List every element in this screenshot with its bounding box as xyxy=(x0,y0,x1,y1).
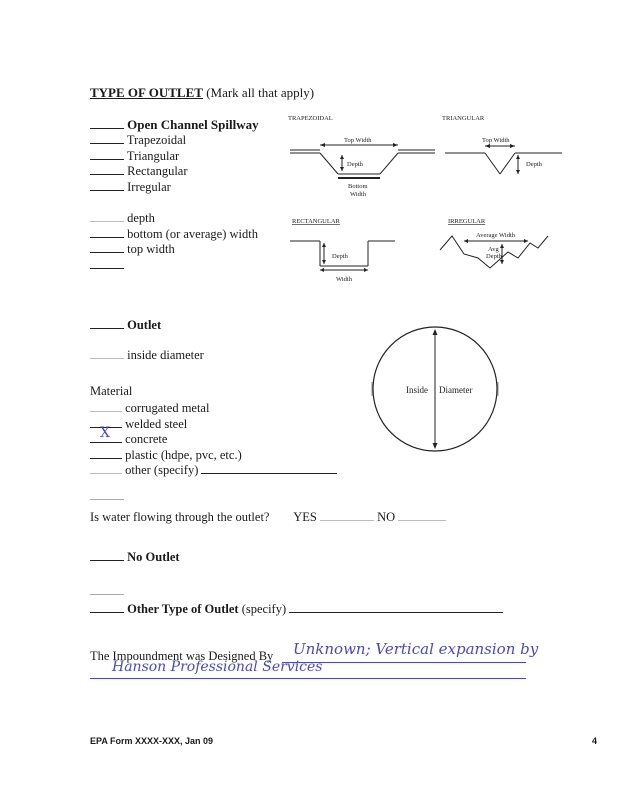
rect-width: Width xyxy=(336,276,352,283)
trap-depth: Depth xyxy=(347,161,363,168)
flowing-question: Is water flowing through the outlet? xyxy=(90,510,270,524)
diameter-label-left: Inside xyxy=(406,385,428,395)
dimension-blank[interactable] xyxy=(90,240,124,253)
dimension-top-width xyxy=(90,240,175,257)
inside-diameter-blank[interactable] xyxy=(90,346,124,359)
no-outlet-row xyxy=(90,548,180,565)
dimension-depth xyxy=(90,209,155,226)
material-option-label: corrugated metal xyxy=(125,401,210,415)
trap-bottom-2: Width xyxy=(350,191,366,198)
option-label: Triangular xyxy=(126,149,180,163)
material-option-label: concrete xyxy=(125,432,168,446)
material-blank[interactable] xyxy=(90,446,122,459)
other-specify-blank[interactable] xyxy=(201,461,337,474)
flowing-no-label: NO xyxy=(377,510,396,524)
material-option-label: other (specify) xyxy=(125,463,199,477)
option-blank[interactable] xyxy=(90,162,124,175)
heading-title: TYPE OF OUTLET xyxy=(90,85,203,100)
other-type-title: Other Type of Outlet xyxy=(127,602,239,616)
outlet-blank[interactable] xyxy=(90,316,124,329)
inside-diameter-row xyxy=(90,346,204,363)
material-option-corrugated xyxy=(90,399,209,416)
heading-note: (Mark all that apply) xyxy=(206,85,315,100)
outlet-row xyxy=(90,316,161,333)
tri-right-slope xyxy=(500,153,515,174)
rect-depth: Depth xyxy=(332,253,348,260)
flowing-yes-blank[interactable] xyxy=(320,508,374,521)
option-label: Rectangular xyxy=(127,164,188,178)
no-outlet-title: No Outlet xyxy=(127,550,180,564)
option-label: Trapezoidal xyxy=(126,133,187,147)
trap-right-slope xyxy=(380,153,398,174)
option-blank[interactable] xyxy=(90,131,124,144)
spillway-option-irregular xyxy=(90,178,171,195)
rect-label: RECTANGULAR xyxy=(292,218,340,225)
material-option-label: welded steel xyxy=(125,417,188,431)
other-type-note: (specify) xyxy=(241,602,287,616)
tri-label: TRIANGULAR xyxy=(442,115,485,122)
irregular-avg-1: Avg xyxy=(488,246,499,253)
extra-blank[interactable] xyxy=(90,487,124,500)
section-heading xyxy=(90,85,314,101)
option-blank[interactable] xyxy=(90,178,124,191)
dimension-label: depth xyxy=(127,211,155,225)
extra-blank-2[interactable] xyxy=(90,582,124,595)
inside-diameter-label: inside diameter xyxy=(127,348,204,362)
flowing-row xyxy=(90,508,446,525)
outlet-title: Outlet xyxy=(127,318,162,332)
diameter-label-right: Diameter xyxy=(439,385,473,395)
material-blank[interactable] xyxy=(90,461,122,474)
footer-page-number: 4 xyxy=(592,736,598,746)
spillway-title: Open Channel Spillway xyxy=(127,117,259,132)
dimension-extra-blank[interactable] xyxy=(90,256,124,269)
designed-by-line-2[interactable] xyxy=(90,678,526,679)
material-option-other xyxy=(90,461,337,478)
irregular-avg-width: Average Width xyxy=(476,232,516,239)
material-blank-checked[interactable] xyxy=(90,425,122,443)
other-type-blank[interactable] xyxy=(90,600,124,613)
option-blank[interactable] xyxy=(90,147,124,160)
spillway-option-trapezoidal xyxy=(90,131,186,148)
material-option-concrete xyxy=(90,425,168,447)
dimension-blank[interactable] xyxy=(90,225,124,238)
dimension-label: bottom (or average) width xyxy=(127,227,258,241)
designed-by-handwriting-2: Hanson Professional Services xyxy=(112,659,323,675)
spillway-diagrams xyxy=(280,108,570,288)
trap-bottom-1: Bottom xyxy=(348,183,368,190)
tri-depth: Depth xyxy=(526,161,542,168)
tri-top-width: Top Width xyxy=(482,137,510,144)
trap-top-width: Top Width xyxy=(344,137,372,144)
pipe-diameter-diagram xyxy=(368,322,504,458)
spillway-option-rectangular xyxy=(90,162,188,179)
tri-left-slope xyxy=(485,153,500,174)
dimension-label: top width xyxy=(127,242,175,256)
spillway-checkbox-blank[interactable] xyxy=(90,116,124,129)
check-mark: X xyxy=(100,425,110,441)
flowing-yes-label: YES xyxy=(293,510,317,524)
irregular-label: IRREGULAR xyxy=(448,218,486,225)
no-outlet-blank[interactable] xyxy=(90,548,124,561)
dimension-blank[interactable] xyxy=(90,209,124,222)
other-type-specify-blank[interactable] xyxy=(289,600,503,613)
footer-form-id: EPA Form XXXX-XXX, Jan 09 xyxy=(90,736,214,746)
other-type-row xyxy=(90,600,503,617)
option-label: Irregular xyxy=(127,180,171,194)
flowing-no-blank[interactable] xyxy=(398,508,446,521)
material-option-label: plastic (hdpe, pvc, etc.) xyxy=(125,448,242,462)
designed-by-handwriting-1: Unknown; Vertical expansion by xyxy=(293,640,539,658)
trap-label: TRAPEZOIDAL xyxy=(288,115,333,122)
irregular-avg-2: Depth xyxy=(486,253,502,260)
designed-by-label: The Impoundment was Designed By xyxy=(90,649,274,663)
material-label: Material xyxy=(90,384,133,398)
trap-left-slope xyxy=(320,153,338,174)
material-blank[interactable] xyxy=(90,399,122,412)
